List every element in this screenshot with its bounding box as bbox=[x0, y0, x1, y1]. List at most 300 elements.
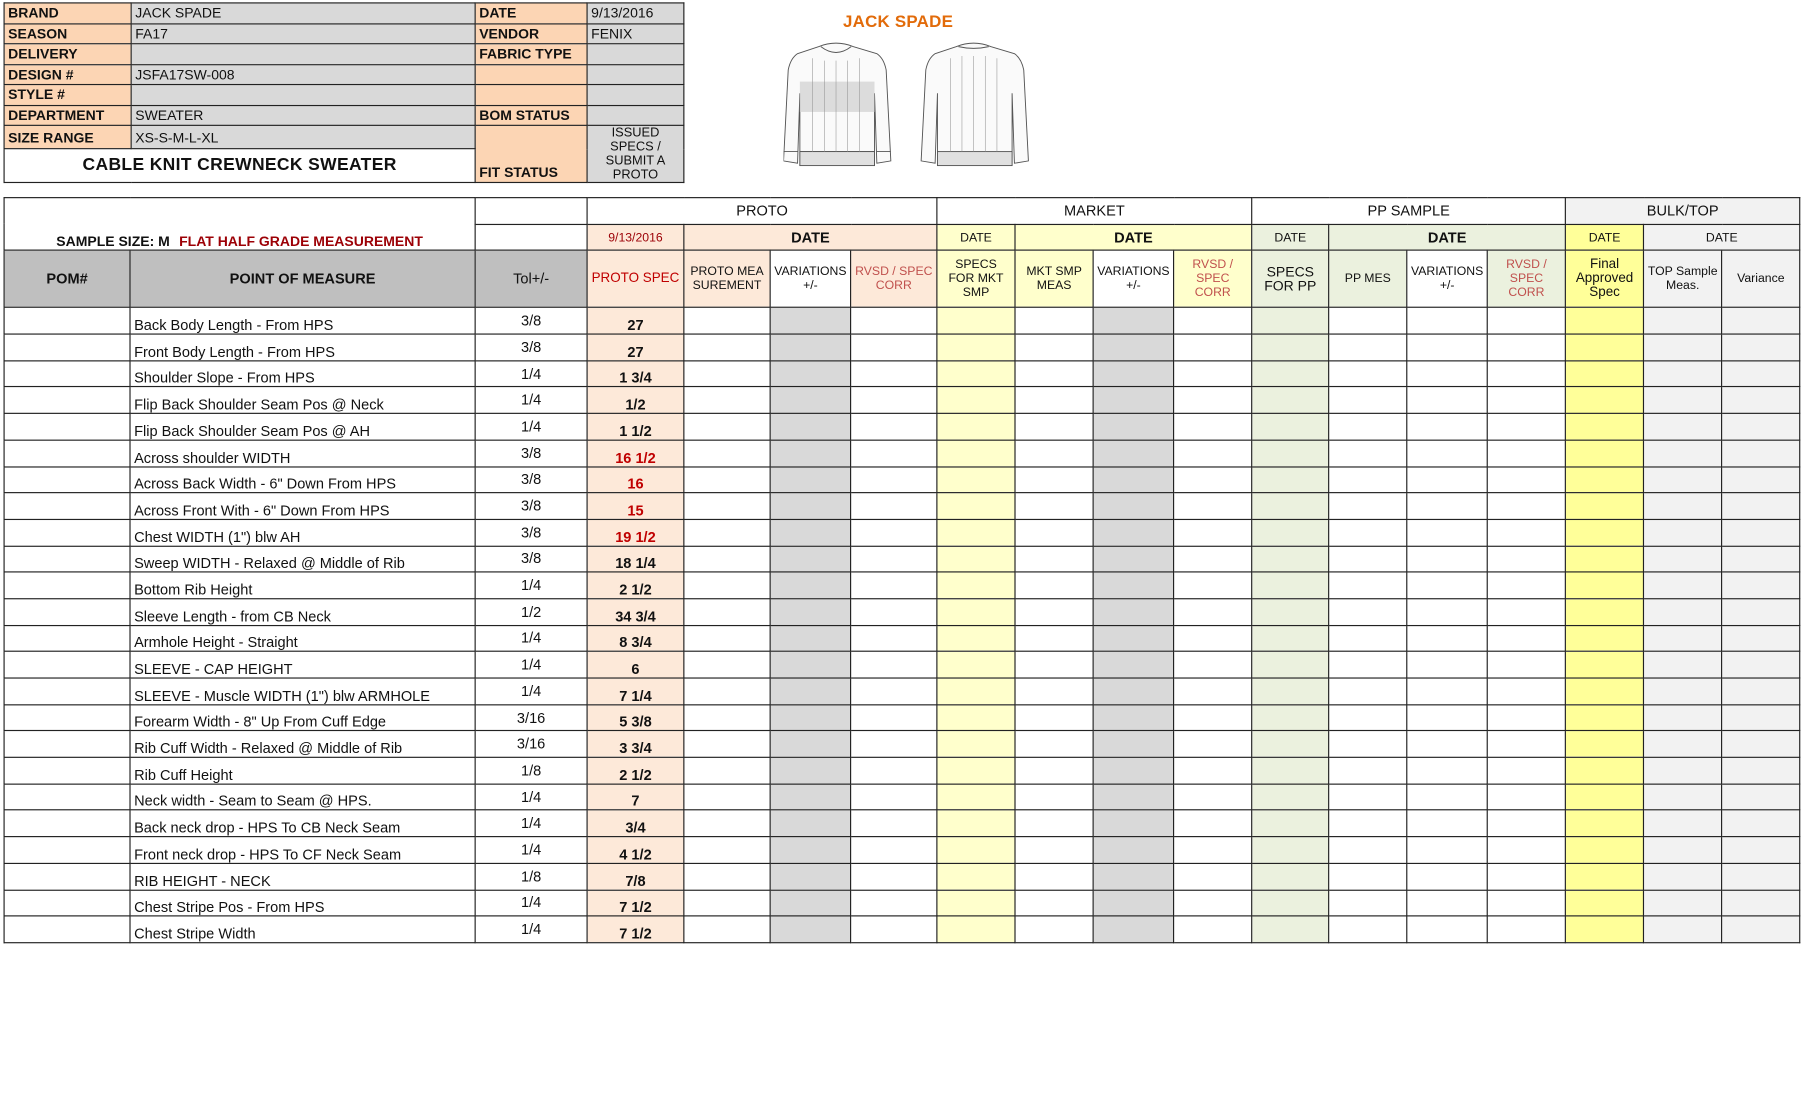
measurement-input-cell[interactable] bbox=[1252, 599, 1329, 625]
measurement-input-cell[interactable] bbox=[1252, 704, 1329, 730]
measurement-input-cell[interactable] bbox=[684, 572, 770, 598]
measurement-input-cell[interactable] bbox=[1252, 572, 1329, 598]
measurement-input-cell[interactable] bbox=[1487, 652, 1565, 678]
measurement-input-cell[interactable] bbox=[1015, 387, 1093, 413]
measurement-input-cell[interactable] bbox=[1644, 678, 1722, 704]
measurement-input-cell[interactable] bbox=[1093, 466, 1174, 492]
measurement-input-cell[interactable] bbox=[1644, 519, 1722, 545]
pom-number[interactable] bbox=[4, 890, 130, 916]
measurement-input-cell[interactable] bbox=[1487, 387, 1565, 413]
measurement-input-cell[interactable] bbox=[1722, 652, 1800, 678]
measurement-input-cell[interactable] bbox=[937, 361, 1015, 387]
measurement-input-cell[interactable] bbox=[1566, 890, 1644, 916]
measurement-input-cell[interactable] bbox=[1644, 466, 1722, 492]
measurement-input-cell[interactable] bbox=[1487, 546, 1565, 572]
measurement-input-cell[interactable] bbox=[1566, 625, 1644, 651]
measurement-input-cell[interactable] bbox=[1093, 440, 1174, 466]
measurement-input-cell[interactable] bbox=[1487, 810, 1565, 836]
measurement-input-cell[interactable] bbox=[1329, 387, 1407, 413]
measurement-input-cell[interactable] bbox=[937, 757, 1015, 783]
measurement-input-cell[interactable] bbox=[1015, 519, 1093, 545]
measurement-input-cell[interactable] bbox=[770, 519, 851, 545]
measurement-input-cell[interactable] bbox=[770, 308, 851, 334]
measurement-input-cell[interactable] bbox=[1252, 493, 1329, 519]
measurement-input-cell[interactable] bbox=[1644, 599, 1722, 625]
measurement-input-cell[interactable] bbox=[1329, 519, 1407, 545]
measurement-input-cell[interactable] bbox=[851, 810, 937, 836]
measurement-input-cell[interactable] bbox=[937, 652, 1015, 678]
measurement-input-cell[interactable] bbox=[1093, 625, 1174, 651]
measurement-input-cell[interactable] bbox=[1015, 466, 1093, 492]
measurement-input-cell[interactable] bbox=[1093, 810, 1174, 836]
measurement-input-cell[interactable] bbox=[1015, 546, 1093, 572]
measurement-input-cell[interactable] bbox=[1174, 599, 1252, 625]
measurement-input-cell[interactable] bbox=[1093, 863, 1174, 889]
measurement-input-cell[interactable] bbox=[684, 678, 770, 704]
measurement-input-cell[interactable] bbox=[1093, 731, 1174, 757]
measurement-input-cell[interactable] bbox=[1174, 916, 1252, 942]
measurement-input-cell[interactable] bbox=[770, 652, 851, 678]
measurement-input-cell[interactable] bbox=[1329, 916, 1407, 942]
measurement-input-cell[interactable] bbox=[1722, 731, 1800, 757]
measurement-input-cell[interactable] bbox=[1252, 731, 1329, 757]
measurement-input-cell[interactable] bbox=[1644, 440, 1722, 466]
measurement-input-cell[interactable] bbox=[770, 731, 851, 757]
measurement-input-cell[interactable] bbox=[1644, 334, 1722, 360]
measurement-input-cell[interactable] bbox=[684, 731, 770, 757]
measurement-input-cell[interactable] bbox=[1174, 361, 1252, 387]
measurement-input-cell[interactable] bbox=[1644, 387, 1722, 413]
measurement-input-cell[interactable] bbox=[1722, 493, 1800, 519]
measurement-input-cell[interactable] bbox=[1174, 572, 1252, 598]
measurement-input-cell[interactable] bbox=[851, 387, 937, 413]
measurement-input-cell[interactable] bbox=[851, 334, 937, 360]
measurement-input-cell[interactable] bbox=[1252, 440, 1329, 466]
measurement-input-cell[interactable] bbox=[1407, 413, 1488, 439]
measurement-input-cell[interactable] bbox=[1566, 704, 1644, 730]
measurement-input-cell[interactable] bbox=[1329, 731, 1407, 757]
measurement-input-cell[interactable] bbox=[1329, 466, 1407, 492]
measurement-input-cell[interactable] bbox=[1329, 704, 1407, 730]
measurement-input-cell[interactable] bbox=[1722, 519, 1800, 545]
measurement-input-cell[interactable] bbox=[770, 863, 851, 889]
measurement-input-cell[interactable] bbox=[1407, 334, 1488, 360]
measurement-input-cell[interactable] bbox=[937, 837, 1015, 863]
measurement-input-cell[interactable] bbox=[1722, 810, 1800, 836]
pom-number[interactable] bbox=[4, 757, 130, 783]
info-value-right[interactable] bbox=[587, 105, 684, 125]
measurement-input-cell[interactable] bbox=[1093, 493, 1174, 519]
measurement-input-cell[interactable] bbox=[1329, 890, 1407, 916]
measurement-input-cell[interactable] bbox=[1644, 493, 1722, 519]
info-value[interactable]: FA17 bbox=[131, 23, 475, 43]
pom-number[interactable] bbox=[4, 863, 130, 889]
measurement-input-cell[interactable] bbox=[770, 625, 851, 651]
measurement-input-cell[interactable] bbox=[1487, 863, 1565, 889]
measurement-input-cell[interactable] bbox=[1722, 387, 1800, 413]
measurement-input-cell[interactable] bbox=[770, 837, 851, 863]
measurement-input-cell[interactable] bbox=[1174, 413, 1252, 439]
measurement-input-cell[interactable] bbox=[937, 731, 1015, 757]
measurement-input-cell[interactable] bbox=[1093, 784, 1174, 810]
measurement-input-cell[interactable] bbox=[1093, 916, 1174, 942]
measurement-input-cell[interactable] bbox=[937, 440, 1015, 466]
measurement-input-cell[interactable] bbox=[1174, 731, 1252, 757]
measurement-input-cell[interactable] bbox=[770, 387, 851, 413]
measurement-input-cell[interactable] bbox=[1722, 863, 1800, 889]
measurement-input-cell[interactable] bbox=[1015, 916, 1093, 942]
measurement-input-cell[interactable] bbox=[1093, 890, 1174, 916]
measurement-input-cell[interactable] bbox=[1174, 757, 1252, 783]
measurement-input-cell[interactable] bbox=[851, 546, 937, 572]
measurement-input-cell[interactable] bbox=[1407, 466, 1488, 492]
measurement-input-cell[interactable] bbox=[937, 916, 1015, 942]
measurement-input-cell[interactable] bbox=[1015, 334, 1093, 360]
info-value-right[interactable] bbox=[587, 44, 684, 64]
measurement-input-cell[interactable] bbox=[1407, 361, 1488, 387]
measurement-input-cell[interactable] bbox=[1329, 837, 1407, 863]
measurement-input-cell[interactable] bbox=[1174, 466, 1252, 492]
pom-number[interactable] bbox=[4, 493, 130, 519]
pom-number[interactable] bbox=[4, 466, 130, 492]
measurement-input-cell[interactable] bbox=[1407, 704, 1488, 730]
measurement-input-cell[interactable] bbox=[684, 890, 770, 916]
measurement-input-cell[interactable] bbox=[1015, 837, 1093, 863]
measurement-input-cell[interactable] bbox=[684, 625, 770, 651]
measurement-input-cell[interactable] bbox=[1487, 784, 1565, 810]
measurement-input-cell[interactable] bbox=[1644, 546, 1722, 572]
measurement-input-cell[interactable] bbox=[1566, 837, 1644, 863]
info-value-right[interactable] bbox=[587, 64, 684, 84]
measurement-input-cell[interactable] bbox=[770, 546, 851, 572]
measurement-input-cell[interactable] bbox=[1566, 652, 1644, 678]
measurement-input-cell[interactable] bbox=[1566, 863, 1644, 889]
measurement-input-cell[interactable] bbox=[1093, 519, 1174, 545]
measurement-input-cell[interactable] bbox=[1174, 704, 1252, 730]
measurement-input-cell[interactable] bbox=[1644, 731, 1722, 757]
measurement-input-cell[interactable] bbox=[1722, 757, 1800, 783]
measurement-input-cell[interactable] bbox=[1015, 678, 1093, 704]
measurement-input-cell[interactable] bbox=[1093, 652, 1174, 678]
measurement-input-cell[interactable] bbox=[684, 863, 770, 889]
measurement-input-cell[interactable] bbox=[1722, 599, 1800, 625]
measurement-input-cell[interactable] bbox=[1644, 308, 1722, 334]
measurement-input-cell[interactable] bbox=[1252, 519, 1329, 545]
measurement-input-cell[interactable] bbox=[1722, 334, 1800, 360]
pom-number[interactable] bbox=[4, 916, 130, 942]
measurement-input-cell[interactable] bbox=[851, 361, 937, 387]
measurement-input-cell[interactable] bbox=[1093, 837, 1174, 863]
measurement-input-cell[interactable] bbox=[1174, 837, 1252, 863]
measurement-input-cell[interactable] bbox=[937, 863, 1015, 889]
measurement-input-cell[interactable] bbox=[851, 493, 937, 519]
measurement-input-cell[interactable] bbox=[1487, 625, 1565, 651]
measurement-input-cell[interactable] bbox=[1487, 704, 1565, 730]
info-value[interactable]: JSFA17SW-008 bbox=[131, 64, 475, 84]
measurement-input-cell[interactable] bbox=[770, 440, 851, 466]
measurement-input-cell[interactable] bbox=[1329, 546, 1407, 572]
measurement-input-cell[interactable] bbox=[1566, 440, 1644, 466]
measurement-input-cell[interactable] bbox=[1722, 466, 1800, 492]
measurement-input-cell[interactable] bbox=[851, 466, 937, 492]
measurement-input-cell[interactable] bbox=[1644, 625, 1722, 651]
measurement-input-cell[interactable] bbox=[937, 387, 1015, 413]
measurement-input-cell[interactable] bbox=[851, 890, 937, 916]
measurement-input-cell[interactable] bbox=[1644, 916, 1722, 942]
measurement-input-cell[interactable] bbox=[1329, 678, 1407, 704]
measurement-input-cell[interactable] bbox=[1407, 493, 1488, 519]
measurement-input-cell[interactable] bbox=[1566, 916, 1644, 942]
measurement-input-cell[interactable] bbox=[1487, 837, 1565, 863]
measurement-input-cell[interactable] bbox=[1407, 546, 1488, 572]
measurement-input-cell[interactable] bbox=[1015, 810, 1093, 836]
fit-status-value[interactable]: ISSUED SPECS / SUBMIT A PROTO bbox=[587, 125, 684, 182]
measurement-input-cell[interactable] bbox=[1329, 334, 1407, 360]
info-value[interactable] bbox=[131, 44, 475, 64]
measurement-input-cell[interactable] bbox=[684, 757, 770, 783]
info-value[interactable]: JACK SPADE bbox=[131, 3, 475, 23]
info-value-right[interactable]: FENIX bbox=[587, 23, 684, 43]
measurement-input-cell[interactable] bbox=[1722, 784, 1800, 810]
measurement-input-cell[interactable] bbox=[1015, 625, 1093, 651]
measurement-input-cell[interactable] bbox=[1174, 546, 1252, 572]
measurement-input-cell[interactable] bbox=[1644, 810, 1722, 836]
measurement-input-cell[interactable] bbox=[1329, 361, 1407, 387]
pom-number[interactable] bbox=[4, 704, 130, 730]
measurement-input-cell[interactable] bbox=[1566, 678, 1644, 704]
measurement-input-cell[interactable] bbox=[1252, 546, 1329, 572]
measurement-input-cell[interactable] bbox=[684, 704, 770, 730]
measurement-input-cell[interactable] bbox=[1722, 440, 1800, 466]
info-value-right[interactable] bbox=[587, 85, 684, 105]
pom-number[interactable] bbox=[4, 546, 130, 572]
measurement-input-cell[interactable] bbox=[1407, 837, 1488, 863]
pom-number[interactable] bbox=[4, 572, 130, 598]
measurement-input-cell[interactable] bbox=[937, 334, 1015, 360]
measurement-input-cell[interactable] bbox=[1015, 308, 1093, 334]
measurement-input-cell[interactable] bbox=[1487, 916, 1565, 942]
measurement-input-cell[interactable] bbox=[1015, 652, 1093, 678]
measurement-input-cell[interactable] bbox=[851, 572, 937, 598]
measurement-input-cell[interactable] bbox=[770, 599, 851, 625]
pom-number[interactable] bbox=[4, 784, 130, 810]
measurement-input-cell[interactable] bbox=[1407, 599, 1488, 625]
measurement-input-cell[interactable] bbox=[684, 361, 770, 387]
measurement-input-cell[interactable] bbox=[1174, 387, 1252, 413]
measurement-input-cell[interactable] bbox=[1015, 704, 1093, 730]
measurement-input-cell[interactable] bbox=[1252, 863, 1329, 889]
measurement-input-cell[interactable] bbox=[851, 599, 937, 625]
measurement-input-cell[interactable] bbox=[1487, 308, 1565, 334]
measurement-input-cell[interactable] bbox=[684, 466, 770, 492]
measurement-input-cell[interactable] bbox=[1407, 784, 1488, 810]
measurement-input-cell[interactable] bbox=[1093, 361, 1174, 387]
measurement-input-cell[interactable] bbox=[1252, 308, 1329, 334]
measurement-input-cell[interactable] bbox=[1644, 704, 1722, 730]
measurement-input-cell[interactable] bbox=[770, 334, 851, 360]
measurement-input-cell[interactable] bbox=[1407, 440, 1488, 466]
measurement-input-cell[interactable] bbox=[1174, 810, 1252, 836]
measurement-input-cell[interactable] bbox=[1407, 863, 1488, 889]
measurement-input-cell[interactable] bbox=[1174, 784, 1252, 810]
measurement-input-cell[interactable] bbox=[1329, 863, 1407, 889]
measurement-input-cell[interactable] bbox=[851, 652, 937, 678]
measurement-input-cell[interactable] bbox=[1566, 546, 1644, 572]
measurement-input-cell[interactable] bbox=[1407, 916, 1488, 942]
measurement-input-cell[interactable] bbox=[1566, 466, 1644, 492]
measurement-input-cell[interactable] bbox=[1252, 334, 1329, 360]
measurement-input-cell[interactable] bbox=[1093, 334, 1174, 360]
measurement-input-cell[interactable] bbox=[684, 652, 770, 678]
measurement-input-cell[interactable] bbox=[684, 810, 770, 836]
measurement-input-cell[interactable] bbox=[1174, 519, 1252, 545]
measurement-input-cell[interactable] bbox=[1566, 413, 1644, 439]
measurement-input-cell[interactable] bbox=[1015, 361, 1093, 387]
measurement-input-cell[interactable] bbox=[1174, 440, 1252, 466]
measurement-input-cell[interactable] bbox=[684, 440, 770, 466]
measurement-input-cell[interactable] bbox=[1722, 625, 1800, 651]
measurement-input-cell[interactable] bbox=[1644, 572, 1722, 598]
measurement-input-cell[interactable] bbox=[937, 413, 1015, 439]
measurement-input-cell[interactable] bbox=[1566, 308, 1644, 334]
measurement-input-cell[interactable] bbox=[1487, 519, 1565, 545]
measurement-input-cell[interactable] bbox=[1329, 413, 1407, 439]
measurement-input-cell[interactable] bbox=[1566, 599, 1644, 625]
measurement-input-cell[interactable] bbox=[1407, 810, 1488, 836]
measurement-input-cell[interactable] bbox=[937, 810, 1015, 836]
measurement-input-cell[interactable] bbox=[1174, 890, 1252, 916]
measurement-input-cell[interactable] bbox=[1093, 546, 1174, 572]
info-value[interactable] bbox=[131, 85, 475, 105]
measurement-input-cell[interactable] bbox=[1407, 890, 1488, 916]
measurement-input-cell[interactable] bbox=[770, 572, 851, 598]
measurement-input-cell[interactable] bbox=[1329, 810, 1407, 836]
measurement-input-cell[interactable] bbox=[1093, 572, 1174, 598]
measurement-input-cell[interactable] bbox=[1252, 387, 1329, 413]
measurement-input-cell[interactable] bbox=[770, 784, 851, 810]
measurement-input-cell[interactable] bbox=[1722, 361, 1800, 387]
measurement-input-cell[interactable] bbox=[937, 599, 1015, 625]
pom-number[interactable] bbox=[4, 440, 130, 466]
measurement-input-cell[interactable] bbox=[684, 387, 770, 413]
measurement-input-cell[interactable] bbox=[851, 678, 937, 704]
pom-number[interactable] bbox=[4, 361, 130, 387]
measurement-input-cell[interactable] bbox=[1566, 493, 1644, 519]
measurement-input-cell[interactable] bbox=[1015, 493, 1093, 519]
measurement-input-cell[interactable] bbox=[1722, 546, 1800, 572]
measurement-input-cell[interactable] bbox=[1252, 784, 1329, 810]
measurement-input-cell[interactable] bbox=[851, 625, 937, 651]
measurement-input-cell[interactable] bbox=[1015, 731, 1093, 757]
measurement-input-cell[interactable] bbox=[1566, 334, 1644, 360]
pom-number[interactable] bbox=[4, 625, 130, 651]
measurement-input-cell[interactable] bbox=[1722, 678, 1800, 704]
measurement-input-cell[interactable] bbox=[1252, 757, 1329, 783]
measurement-input-cell[interactable] bbox=[1566, 519, 1644, 545]
measurement-input-cell[interactable] bbox=[1644, 890, 1722, 916]
measurement-input-cell[interactable] bbox=[1722, 890, 1800, 916]
measurement-input-cell[interactable] bbox=[684, 413, 770, 439]
measurement-input-cell[interactable] bbox=[1174, 334, 1252, 360]
measurement-input-cell[interactable] bbox=[1252, 837, 1329, 863]
measurement-input-cell[interactable] bbox=[1093, 308, 1174, 334]
measurement-input-cell[interactable] bbox=[770, 916, 851, 942]
measurement-input-cell[interactable] bbox=[1487, 334, 1565, 360]
pom-number[interactable] bbox=[4, 652, 130, 678]
measurement-input-cell[interactable] bbox=[684, 493, 770, 519]
measurement-input-cell[interactable] bbox=[1407, 519, 1488, 545]
measurement-input-cell[interactable] bbox=[684, 599, 770, 625]
measurement-input-cell[interactable] bbox=[1566, 387, 1644, 413]
measurement-input-cell[interactable] bbox=[684, 308, 770, 334]
measurement-input-cell[interactable] bbox=[937, 466, 1015, 492]
measurement-input-cell[interactable] bbox=[1644, 361, 1722, 387]
measurement-input-cell[interactable] bbox=[1093, 599, 1174, 625]
pom-number[interactable] bbox=[4, 599, 130, 625]
pom-number[interactable] bbox=[4, 678, 130, 704]
measurement-input-cell[interactable] bbox=[1174, 625, 1252, 651]
measurement-input-cell[interactable] bbox=[684, 546, 770, 572]
measurement-input-cell[interactable] bbox=[1252, 625, 1329, 651]
measurement-input-cell[interactable] bbox=[1487, 572, 1565, 598]
measurement-input-cell[interactable] bbox=[1487, 599, 1565, 625]
measurement-input-cell[interactable] bbox=[937, 546, 1015, 572]
measurement-input-cell[interactable] bbox=[1329, 757, 1407, 783]
measurement-input-cell[interactable] bbox=[1722, 837, 1800, 863]
measurement-input-cell[interactable] bbox=[851, 731, 937, 757]
measurement-input-cell[interactable] bbox=[851, 413, 937, 439]
measurement-input-cell[interactable] bbox=[1093, 678, 1174, 704]
measurement-input-cell[interactable] bbox=[851, 440, 937, 466]
measurement-input-cell[interactable] bbox=[1329, 440, 1407, 466]
measurement-input-cell[interactable] bbox=[1252, 810, 1329, 836]
pom-number[interactable] bbox=[4, 837, 130, 863]
measurement-input-cell[interactable] bbox=[684, 916, 770, 942]
measurement-input-cell[interactable] bbox=[851, 757, 937, 783]
measurement-input-cell[interactable] bbox=[851, 308, 937, 334]
measurement-input-cell[interactable] bbox=[1566, 784, 1644, 810]
measurement-input-cell[interactable] bbox=[1487, 440, 1565, 466]
measurement-input-cell[interactable] bbox=[1329, 493, 1407, 519]
measurement-input-cell[interactable] bbox=[1252, 652, 1329, 678]
measurement-input-cell[interactable] bbox=[770, 678, 851, 704]
measurement-input-cell[interactable] bbox=[1329, 599, 1407, 625]
measurement-input-cell[interactable] bbox=[1487, 678, 1565, 704]
measurement-input-cell[interactable] bbox=[770, 413, 851, 439]
measurement-input-cell[interactable] bbox=[1722, 572, 1800, 598]
measurement-input-cell[interactable] bbox=[1487, 413, 1565, 439]
measurement-input-cell[interactable] bbox=[1644, 837, 1722, 863]
measurement-input-cell[interactable] bbox=[1252, 678, 1329, 704]
measurement-input-cell[interactable] bbox=[1487, 493, 1565, 519]
info-value-right[interactable]: 9/13/2016 bbox=[587, 3, 684, 23]
measurement-input-cell[interactable] bbox=[1487, 731, 1565, 757]
measurement-input-cell[interactable] bbox=[1093, 413, 1174, 439]
measurement-input-cell[interactable] bbox=[1407, 625, 1488, 651]
measurement-input-cell[interactable] bbox=[684, 784, 770, 810]
info-value[interactable]: XS-S-M-L-XL bbox=[131, 125, 475, 149]
measurement-input-cell[interactable] bbox=[1487, 466, 1565, 492]
measurement-input-cell[interactable] bbox=[1644, 863, 1722, 889]
measurement-input-cell[interactable] bbox=[1252, 890, 1329, 916]
pom-number[interactable] bbox=[4, 413, 130, 439]
measurement-input-cell[interactable] bbox=[937, 625, 1015, 651]
pom-number[interactable] bbox=[4, 308, 130, 334]
measurement-input-cell[interactable] bbox=[851, 916, 937, 942]
measurement-input-cell[interactable] bbox=[1252, 361, 1329, 387]
measurement-input-cell[interactable] bbox=[1329, 308, 1407, 334]
measurement-input-cell[interactable] bbox=[1174, 678, 1252, 704]
